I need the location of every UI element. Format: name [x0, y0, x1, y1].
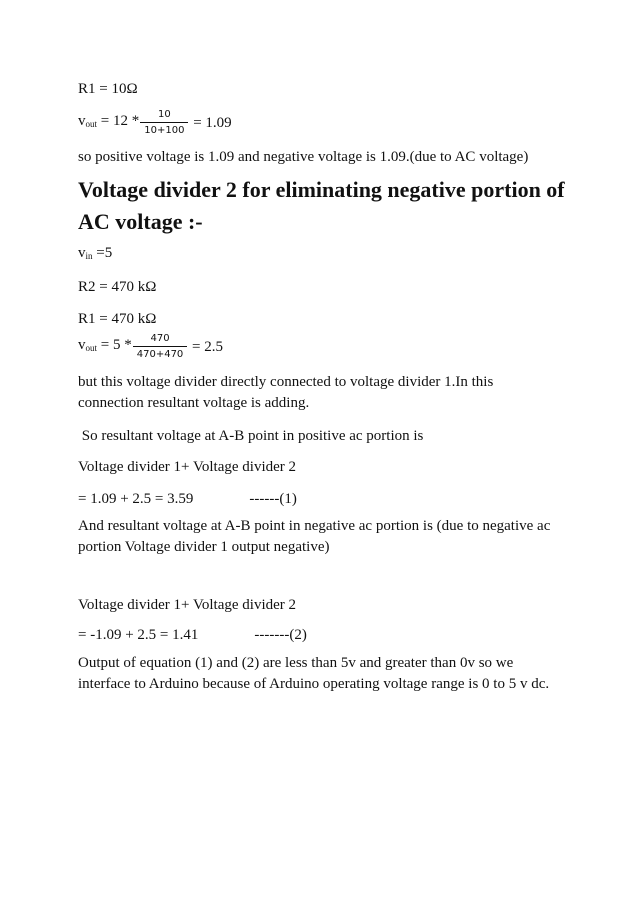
equation-1-subscript: out: [85, 119, 98, 129]
sum-1-tag: ------(1): [249, 491, 297, 507]
sum-2-label: Voltage divider 1+ Voltage divider 2: [78, 597, 297, 613]
r1-second-value: R1 = 470 kΩ: [78, 311, 157, 327]
r2-value: R2 = 470 kΩ: [78, 279, 157, 295]
sum-2-tag: -------(2): [254, 627, 307, 643]
equation-2-v: v: [78, 337, 86, 353]
sum-1-value: = 1.09 + 2.5 = 3.59: [78, 491, 194, 507]
paragraph-connection: but this voltage divider directly connected to voltage divider 1.In this connection resultant voltage is adding.: [78, 374, 494, 411]
paragraph-positive-portion: So resultant voltage at A-B point in positive ac portion is: [78, 428, 424, 444]
sum-1-equation: [78, 490, 297, 508]
paragraph-negative-portion: And resultant voltage at A-B point in negative ac portion is (due to negative ac portion Voltage divider 1 output negative): [78, 518, 551, 555]
equation-1-numerator: 10: [140, 108, 188, 123]
equation-2-fraction: [133, 332, 188, 361]
equation-2-denominator: 470+470: [136, 349, 184, 360]
equation-2-subscript: out: [85, 343, 98, 353]
equation-2-result: = 2.5: [192, 338, 224, 355]
sum-2-equation: [78, 626, 307, 644]
equation-1-denominator: 10+100: [144, 125, 185, 136]
equation-vout-2: [78, 332, 223, 368]
equation-1-v: v: [78, 113, 86, 129]
r1-first-value: R1 = 10Ω: [78, 81, 138, 97]
equation-2-lhs: [78, 336, 132, 357]
vin-v: v: [78, 245, 86, 261]
vin-rest: =5: [92, 245, 113, 261]
sum-2-value: = -1.09 + 2.5 = 1.41: [78, 627, 199, 643]
section-heading: Voltage divider 2 for eliminating negative portion of AC voltage :-: [78, 177, 565, 234]
paragraph-conclusion: Output of equation (1) and (2) are less than 5v and greater than 0v so we interface to Arduino because of Arduino operating voltage range is 0 to 5 v dc.: [78, 655, 550, 692]
vin-subscript: in: [85, 251, 93, 261]
equation-1-fraction: [140, 108, 188, 137]
note-positive-negative: so positive voltage is 1.09 and negative voltage is 1.09.(due to AC voltage): [78, 149, 529, 165]
equation-2-multiplier: = 5 *: [97, 337, 132, 353]
sum-1-label: Voltage divider 1+ Voltage divider 2: [78, 459, 297, 475]
equation-vout-1: [78, 108, 232, 144]
vin-value: [78, 244, 112, 265]
equation-1-lhs: [78, 112, 139, 133]
equation-1-result: = 1.09: [193, 114, 232, 131]
equation-1-multiplier: = 12 *: [97, 113, 140, 129]
equation-2-numerator: 470: [133, 332, 188, 347]
